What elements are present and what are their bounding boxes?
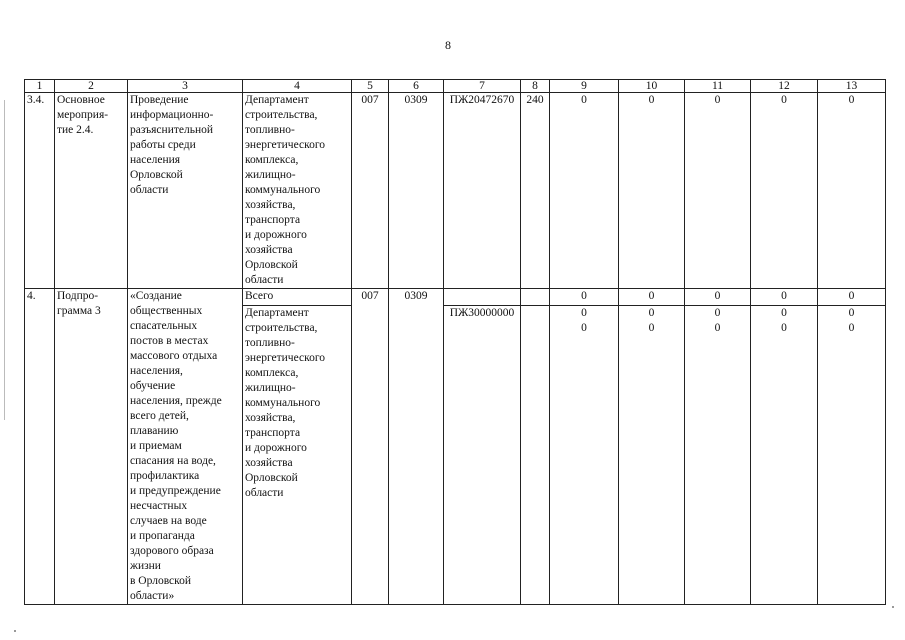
section-code: 0309 (389, 93, 444, 289)
amount-cell: 0 0 (751, 306, 818, 605)
amount-cell: 0 (818, 93, 886, 289)
amount-cell: 0 0 (818, 306, 886, 605)
grbs-code: 007 (352, 289, 389, 306)
amount-cell: 0 (751, 289, 818, 306)
amount-cell: 0 0 (685, 306, 751, 605)
amount-cell: 0 (619, 289, 685, 306)
section-code (389, 306, 444, 605)
grbs-code (352, 306, 389, 605)
budget-table (24, 79, 886, 605)
responsible-executor-total: Всего (243, 289, 352, 306)
header-cell: 9 (550, 80, 619, 93)
header-cell: 1 (25, 80, 55, 93)
amount-cell: 0 0 (550, 306, 619, 605)
scan-edge-line (4, 100, 5, 420)
header-cell: 8 (521, 80, 550, 93)
header-cell: 3 (128, 80, 243, 93)
amount-cell: 0 (685, 93, 751, 289)
header-cell: 6 (389, 80, 444, 93)
row-number: 4. (25, 289, 55, 605)
target-article-code (444, 289, 521, 306)
responsible-executor: Департамент строительства, топливно- энергетического комплекса, жилищно- коммунального хозяйства, транспорта и дорожного хозяйства Орловской области (243, 306, 352, 605)
header-row (25, 80, 886, 93)
expense-type-code: 240 (521, 93, 550, 289)
activity-type: Подпро- грамма 3 (55, 289, 128, 605)
grbs-code: 007 (352, 93, 389, 289)
header-cell: 10 (619, 80, 685, 93)
header-cell: 7 (444, 80, 521, 93)
page-number: 8 (445, 38, 451, 52)
amount-cell: 0 (550, 93, 619, 289)
table-row-3-4 (25, 93, 886, 289)
activity-type: Основное мероприя- тие 2.4. (55, 93, 128, 289)
table-row-4-total (25, 289, 886, 306)
header-cell: 12 (751, 80, 818, 93)
scan-speck (892, 606, 894, 608)
amount-cell: 0 (751, 93, 818, 289)
header-cell: 11 (685, 80, 751, 93)
expense-type-code (521, 289, 550, 306)
header-cell: 4 (243, 80, 352, 93)
target-article-code: ПЖ20472670 (444, 93, 521, 289)
amount-cell: 0 (619, 93, 685, 289)
activity-name: «Создание общественных спасательных постов в местах массового отдыха населения, обучение населения, прежде всего детей, плаванию и приемам спасания на воде, профилактика и предупреждение несчастных случаев на воде и пропаганда здорового образа жизни в Орловской области» (128, 289, 243, 605)
scan-speck (14, 630, 16, 632)
amount-cell: 0 (685, 289, 751, 306)
section-code: 0309 (389, 289, 444, 306)
header-cell: 5 (352, 80, 389, 93)
expense-type-code (521, 306, 550, 605)
amount-cell: 0 (550, 289, 619, 306)
amount-cell: 0 (818, 289, 886, 306)
header-cell: 2 (55, 80, 128, 93)
target-article-code: ПЖ30000000 (444, 306, 521, 605)
activity-name: Проведение информационно- разъяснительной работы среди населения Орловской области (128, 93, 243, 289)
amount-cell: 0 0 (619, 306, 685, 605)
header-cell: 13 (818, 80, 886, 93)
row-number: 3.4. (25, 93, 55, 289)
responsible-executor: Департамент строительства, топливно- энергетического комплекса, жилищно- коммунального хозяйства, транспорта и дорожного хозяйства Орловской области (243, 93, 352, 289)
